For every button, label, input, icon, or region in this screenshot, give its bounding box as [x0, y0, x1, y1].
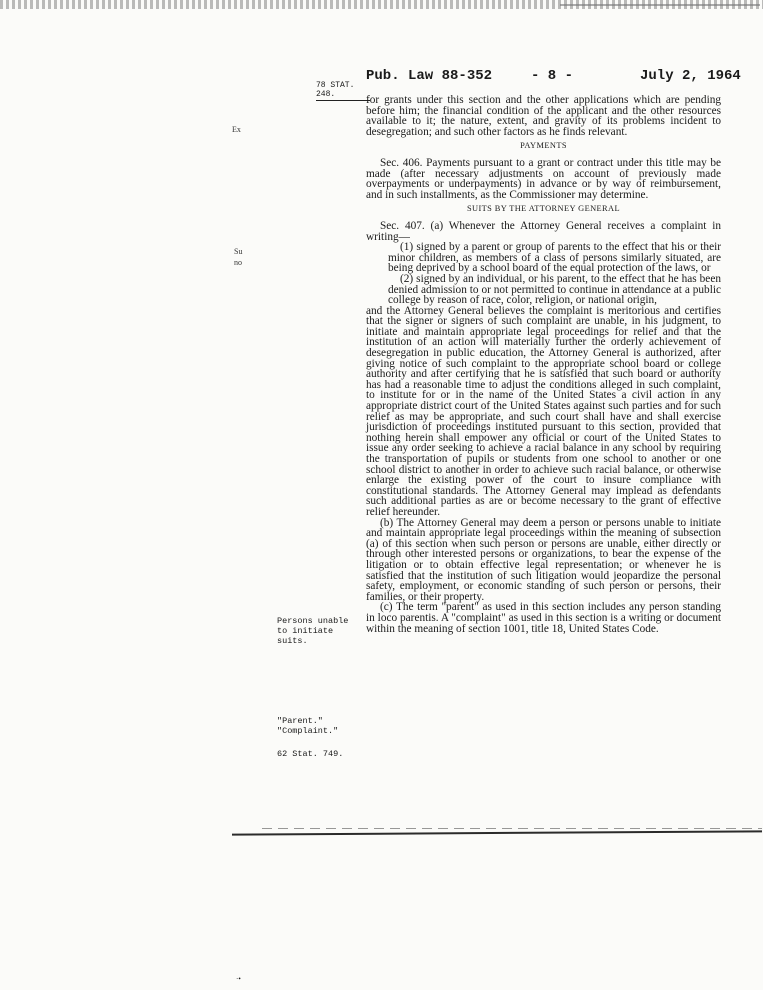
- scan-artifact-line: [560, 4, 760, 6]
- continuation-paragraph: for grants under this section and the other applications which are pending before him; the financial condition of the applicant and the other resources available to it; the nature, extent, and gravity of its problems incident to desegregation; and such other factors as he finds relevant.: [366, 94, 721, 138]
- margin-note-persons-unable: Persons unable to initiate suits.: [277, 616, 349, 646]
- section-406: Sec. 406. Payments pursuant to a grant or contract under this title may be made (after necessary adjustments on account of previously made overpayments or underpayments) in advance or by way of reimbursement, and in such installments, as the Commissioner may determine.: [366, 156, 721, 201]
- margin-fragment: no: [234, 258, 242, 267]
- section-407-b: (b) The Attorney General may deem a person or persons unable to initiate and maintain appropriate legal proceedings within the meaning of subsection (a) of this section when such person or persons are unable, either directly or through other interested persons or organizations, to bear the expense of the litigation or to obtain effective legal representation; or whenever he is satisfied that the institution of such litigation would jeopardize the personal safety, employment, or economic standing of such person or persons, their families, or their property.: [366, 516, 721, 603]
- scan-artifact-dashes: [262, 828, 762, 829]
- statute-body: [366, 95, 721, 634]
- margin-fragment: Ex: [232, 125, 241, 134]
- heading-payments: PAYMENTS: [520, 141, 567, 151]
- section-407-a-continued: and the Attorney General believes the complaint is meritorious and certifies that the signer or signers of such complaint are unable, in his judgment, to initiate and maintain appropriate legal proceedings for relief and that the institution of an action will materially further the orderly achievement of desegregation in public education, the Attorney General is authorized, after giving notice of such complaint to the appropriate school board or college authority and after certifying that he is satisfied that such board or authority has had a reasonable time to adjust the conditions alleged in such complaint, to institute for or in the name of the United States a civil action in any appropriate district court of the United States against such parties and for such relief as may be appropriate, and such court shall have and shall exercise jurisdiction of proceedings instituted pursuant to this section, provided that nothing herein shall empower any official or court of the United States to issue any order seeking to achieve a racial balance in any school by requiring the transportation of pupils or students from one school to another or one school district to another in order to achieve such racial balance, or otherwise enlarge the existing power of the court to insure compliance with constitutional standards. The Attorney General may implead as defendants such additional parties as are or become necessary to the grant of effective relief hereunder.: [366, 304, 721, 518]
- scan-speck: ·•: [236, 975, 241, 983]
- section-407-c: (c) The term "parent" as used in this section includes any person standing in loco parentis. A "complaint" as used in this section is a writing or document within the meaning of section 1001, title 18, United States Code.: [366, 601, 721, 635]
- page-number: - 8 -: [531, 68, 574, 84]
- section-407-a: Sec. 407. (a) Whenever the Attorney General receives a complaint in writing—: [366, 219, 721, 243]
- section-407-a-item-2: (2) signed by an individual, or his parent, to the effect that he has been denied admission to or not permitted to continue in attendance at a public college by reason of race, color, religion, or national origin,: [388, 272, 721, 307]
- margin-fragment: Su: [234, 247, 243, 256]
- bottom-rule: [232, 830, 762, 835]
- section-407-a-item-1: (1) signed by a parent or group of parents to the effect that his or their minor children, as members of a class of persons similarly situated, are being deprived by a school board of the equal protection of the laws, or: [388, 241, 721, 275]
- statute-reference: 78 STAT. 248.: [316, 81, 370, 101]
- margin-note-citation: 62 Stat. 749.: [277, 749, 344, 759]
- publication-date: July 2, 1964: [640, 68, 741, 84]
- heading-suits: SUITS BY THE ATTORNEY GENERAL: [466, 204, 621, 214]
- margin-note-definitions: "Parent." "Complaint.": [277, 716, 339, 736]
- publication-number: Pub. Law 88-352: [366, 68, 493, 84]
